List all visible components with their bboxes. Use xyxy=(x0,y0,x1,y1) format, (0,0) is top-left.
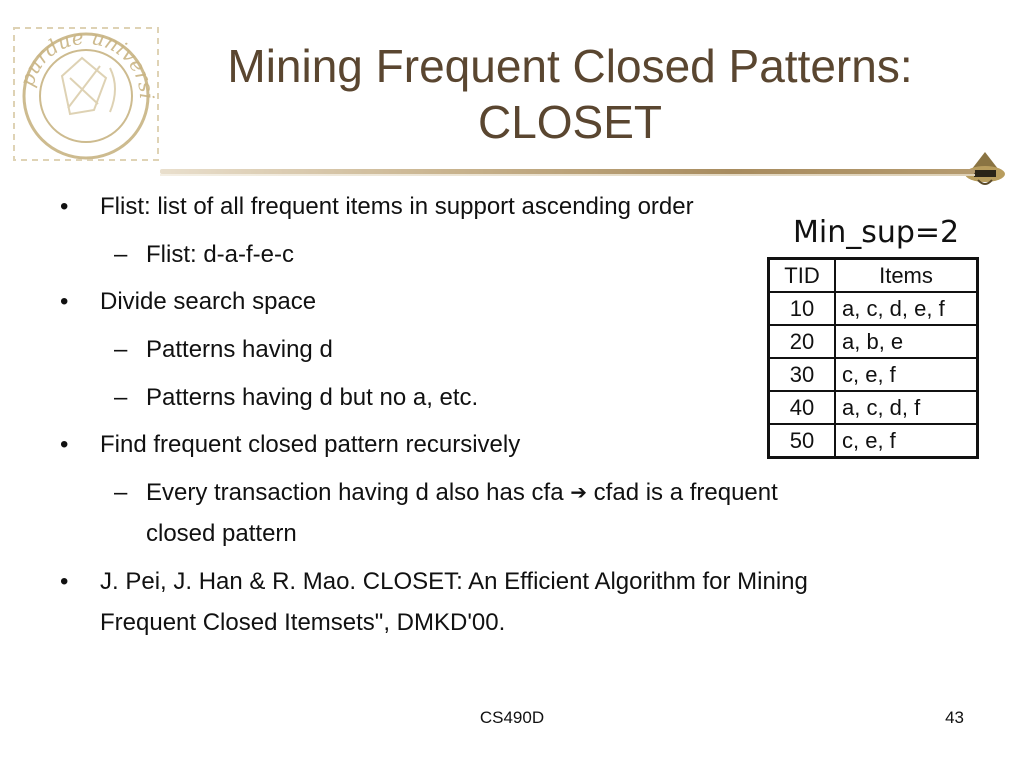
items-cell: c, e, f xyxy=(835,358,978,391)
svg-text:purdue university: purdue universi xyxy=(14,24,160,100)
bullet-item xyxy=(60,281,317,323)
sub-bullet-text: closed pattern xyxy=(146,520,297,547)
sub-bullet-item xyxy=(114,234,295,276)
column-header-tid: TID xyxy=(769,259,836,293)
bullet-text: Frequent Closed Itemsets", DMKD'00. xyxy=(100,609,506,636)
tid-cell: 20 xyxy=(769,325,836,358)
bullet-text: J. Pei, J. Han & R. Mao. CLOSET: An Efficient Algorithm for Mining xyxy=(100,568,808,595)
sub-bullet-text: Patterns having d but no a, etc. xyxy=(146,384,479,411)
arrow-right-icon: ➔ xyxy=(570,482,587,504)
bullet-continuation xyxy=(100,602,505,644)
table-row xyxy=(769,292,978,325)
table-header-row xyxy=(769,259,978,293)
sub-bullet-text: Flist: d-a-f-e-c xyxy=(146,241,295,268)
sub-bullet-text: Every transaction having d also has cfa xyxy=(146,479,564,506)
sub-bullet-text: Patterns having d xyxy=(146,336,333,363)
items-cell: a, c, d, e, f xyxy=(835,292,978,325)
tid-cell: 30 xyxy=(769,358,836,391)
bullet-text: Find frequent closed pattern recursively xyxy=(100,431,521,458)
dash-marker: – xyxy=(114,241,128,268)
dash-marker: – xyxy=(114,479,128,506)
bullet-item xyxy=(60,186,694,228)
bullet-marker: • xyxy=(60,431,69,458)
bullet-item xyxy=(60,424,521,466)
table-row xyxy=(769,391,978,424)
bullet-item xyxy=(60,561,808,603)
bullet-marker: • xyxy=(60,568,69,595)
items-cell: a, b, e xyxy=(835,325,978,358)
sub-bullet-continuation xyxy=(146,513,297,555)
footer-course: CS490D xyxy=(479,708,545,727)
title-line-1: Mining Frequent Closed Patterns: xyxy=(227,40,913,92)
min-sup-label: Min_sup=2 xyxy=(793,215,960,250)
bullet-text: Flist: list of all frequent items in support ascending order xyxy=(100,193,694,220)
sub-bullet-item xyxy=(114,377,479,419)
bullet-marker: • xyxy=(60,193,69,220)
sub-bullet-text: cfad is a frequent xyxy=(593,479,778,506)
table-row xyxy=(769,424,978,458)
bullet-text: Divide search space xyxy=(100,288,317,315)
bullet-marker: • xyxy=(60,288,69,315)
sub-bullet-item xyxy=(114,472,778,514)
items-cell: c, e, f xyxy=(835,424,978,458)
tid-cell: 10 xyxy=(769,292,836,325)
table-row xyxy=(769,325,978,358)
title-line-2: CLOSET xyxy=(477,96,663,148)
dash-marker: – xyxy=(114,336,128,363)
column-header-items: Items xyxy=(835,259,978,293)
slide-number: 43 xyxy=(945,708,964,727)
items-cell: a, c, d, f xyxy=(835,391,978,424)
dash-marker: – xyxy=(114,384,128,411)
tid-cell: 40 xyxy=(769,391,836,424)
table-row xyxy=(769,358,978,391)
transaction-table xyxy=(767,257,979,459)
tid-cell: 50 xyxy=(769,424,836,458)
sub-bullet-item xyxy=(114,329,333,371)
